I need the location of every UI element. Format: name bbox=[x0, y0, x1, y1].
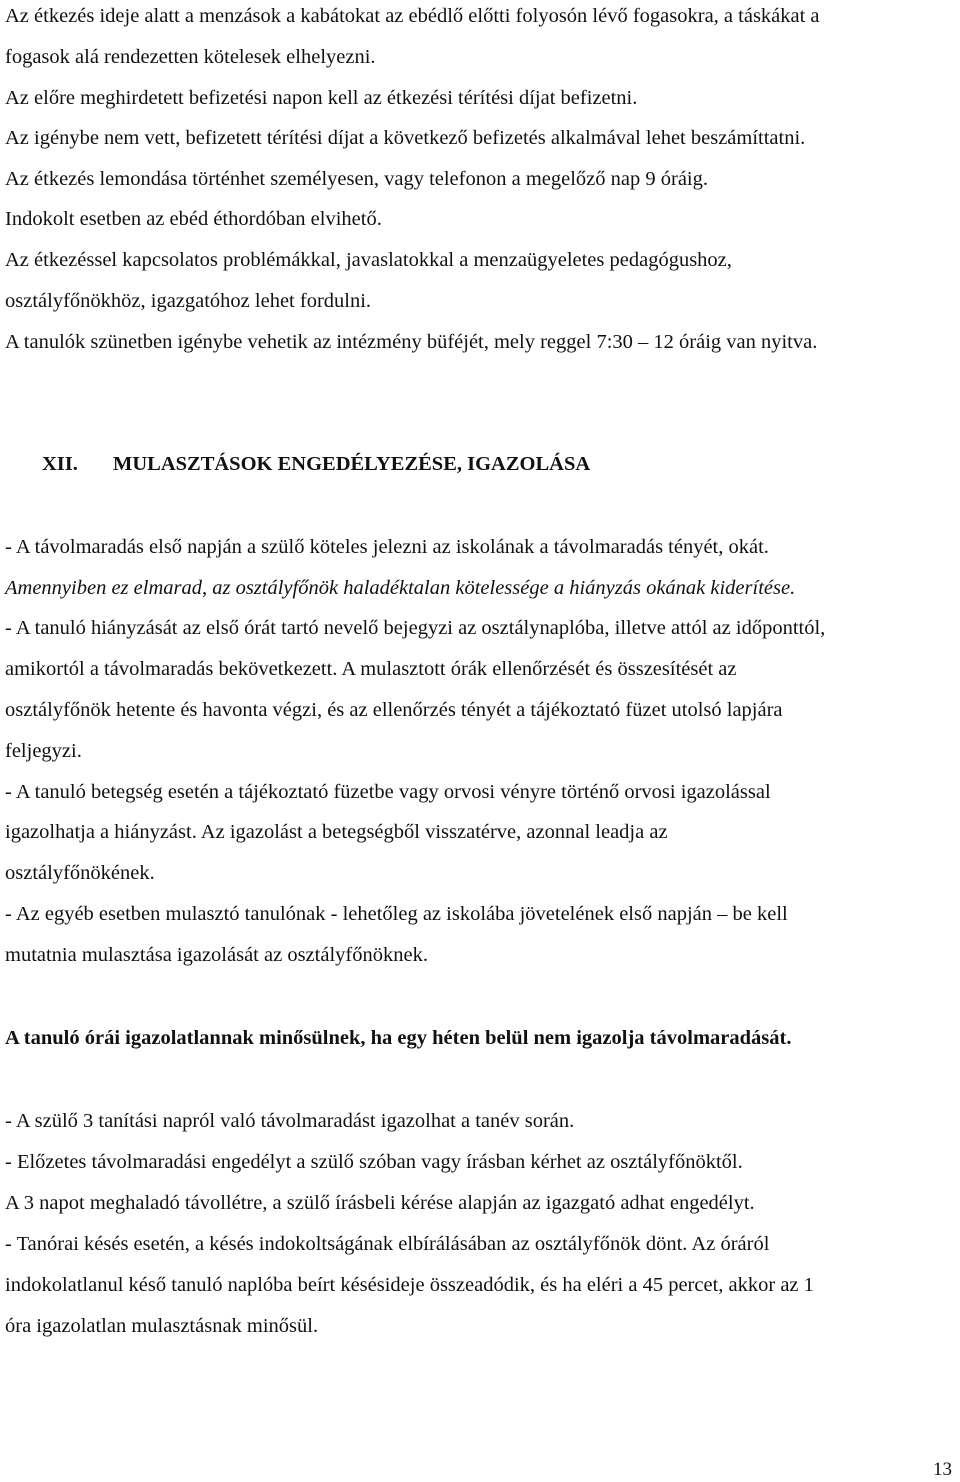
text-line: Az étkezés lemondása történhet személyesen, vagy telefonon a megelőző nap 9 óráig. bbox=[5, 168, 708, 190]
text-line: osztályfőnökének. bbox=[5, 862, 155, 884]
text-line: - A szülő 3 tanítási napról való távolmaradást igazolhat a tanév során. bbox=[5, 1110, 575, 1132]
text-line: - A tanuló betegség esetén a tájékoztató füzetbe vagy orvosi vényre történő orvosi igazolással bbox=[5, 781, 771, 803]
text-line: Az étkezéssel kapcsolatos problémákkal, javaslatokkal a menzaügyeletes pedagógushoz, bbox=[5, 249, 732, 271]
text-line: igazolhatja a hiányzást. Az igazolást a betegségből visszatérve, azonnal leadja az bbox=[5, 821, 668, 843]
text-line: Az előre meghirdetett befizetési napon kell az étkezési térítési díjat befizetni. bbox=[5, 87, 638, 109]
section-number: XII. bbox=[42, 453, 78, 475]
text-line: fogasok alá rendezetten kötelesek elhelyezni. bbox=[5, 46, 376, 68]
page-number: 13 bbox=[933, 1459, 952, 1480]
text-line: indokolatlanul késő tanuló naplóba beírt késésideje összeadódik, és ha eléri a 45 percet, akkor az 1 bbox=[5, 1274, 814, 1296]
text-line: mutatnia mulasztása igazolását az osztályfőnöknek. bbox=[5, 944, 428, 966]
text-line: amikortól a távolmaradás bekövetkezett. A mulasztott órák ellenőrzését és összesítését az bbox=[5, 658, 737, 680]
text-line: - A tanuló hiányzását az első órát tartó nevelő bejegyzi az osztálynaplóba, illetve attól az időponttól, bbox=[5, 617, 826, 639]
text-line: feljegyzi. bbox=[5, 740, 82, 762]
text-line: Amennyiben ez elmarad, az osztályfőnök haladéktalan kötelessége a hiányzás okának kiderítése. bbox=[5, 577, 796, 599]
text-line: - Tanórai késés esetén, a késés indokoltságának elbírálásában az osztályfőnök dönt. Az óráról bbox=[5, 1233, 770, 1255]
text-line: A tanulók szünetben igénybe vehetik az intézmény büféjét, mely reggel 7:30 – 12 óráig van nyitva. bbox=[5, 331, 818, 353]
text-line: - Az egyéb esetben mulasztó tanulónak - lehetőleg az iskolába jövetelének első napján – be kell bbox=[5, 903, 788, 925]
text-line: osztályfőnök hetente és havonta végzi, és az ellenőrzés tényét a tájékoztató füzet utolsó lapjára bbox=[5, 699, 783, 721]
text-line: A 3 napot meghaladó távollétre, a szülő írásbeli kérése alapján az igazgató adhat engedélyt. bbox=[5, 1192, 755, 1214]
bold-statement: A tanuló órái igazolatlannak minősülnek, ha egy héten belül nem igazolja távolmaradását. bbox=[5, 1027, 792, 1049]
section-title: MULASZTÁSOK ENGEDÉLYEZÉSE, IGAZOLÁSA bbox=[113, 453, 591, 475]
text-line: Indokolt esetben az ebéd éthordóban elvihető. bbox=[5, 208, 382, 230]
text-line: Az étkezés ideje alatt a menzások a kabátokat az ebédlő előtti folyosón lévő fogasokra, a táskákat a bbox=[5, 5, 820, 27]
text-line: osztályfőnökhöz, igazgatóhoz lehet fordulni. bbox=[5, 290, 372, 312]
text-line: - A távolmaradás első napján a szülő köteles jelezni az iskolának a távolmaradás tényét, okát. bbox=[5, 536, 769, 558]
text-line: Az igénybe nem vett, befizetett térítési díjat a következő befizetés alkalmával lehet beszámíttatni. bbox=[5, 127, 806, 149]
text-line: - Előzetes távolmaradási engedélyt a szülő szóban vagy írásban kérhet az osztályfőnöktől. bbox=[5, 1151, 743, 1173]
text-line: óra igazolatlan mulasztásnak minősül. bbox=[5, 1315, 319, 1337]
